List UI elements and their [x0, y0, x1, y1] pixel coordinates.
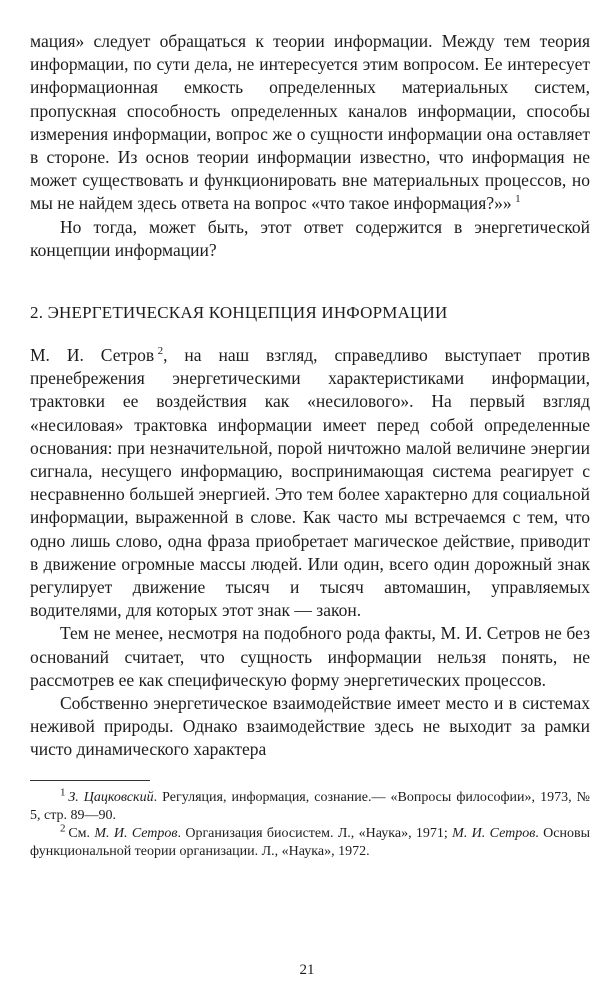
footnote-text: . Основы функциональной теории организации. Л., «Наука», 1972.	[30, 825, 590, 859]
page-body	[30, 30, 590, 861]
footnote-author: М. И. Сетров	[94, 825, 178, 841]
page-number: 21	[299, 962, 315, 978]
footnote-1	[30, 786, 590, 825]
footnote-number: 1	[60, 786, 66, 799]
paragraph-text: мация» следует обращаться к теории информации. Между тем теория информации, по сути дела, не интересуется этим вопросом. Ее интересует информационная емкость определенных материальных систем, пропускная способность определенных каналов информации, способы измерения информации, вопрос же о сущности информации она оставляет в стороне. Из основ теории информации известно, что информация не может существовать и функционировать вне материальных процессов, но мы не найдем здесь ответа на вопрос «что такое информация?»»	[30, 31, 590, 214]
paragraph-setrov	[30, 344, 590, 622]
paragraph-text: , на наш взгляд, справедливо выступает против пренебрежения энергетическими характеристиками информации, трактовки ее воздействия как «несилового». На первый взгляд «несиловая» трактовка информации имеет перед собой определенные основания: при незначительной, порой ничтожно малой величине энергии сигнала, несущего информацию, воспринимающая система реагирует с несравненно большей энергией. Это тем более характерно для социальной информации, выраженной в слове. Как часто мы встречаемся с тем, что одно лишь слово, одна фраза приобретает магическое действие, приводит в движение огромные массы людей. Или один, всего один дорожный знак регулирует движение тысяч и тысяч автомашин, управляемых водителями, для которых этот знак — закон.	[30, 345, 590, 621]
paragraph-text: Собственно энергетическое взаимодействие имеет место и в системах неживой природы. Однако взаимодействие здесь не выходит за рамки чисто динамического характера	[30, 693, 590, 760]
footnote-text: . Организация биосистем. Л., «Наука», 1971;	[177, 825, 453, 841]
footnote-prefix: См.	[68, 825, 95, 841]
paragraph-text: Тем не менее, несмотря на подобного рода факты, М. И. Сетров не без оснований считает, что сущность информации нельзя понять, не рассмотрев ее как специфическую форму энергетических процессов.	[30, 623, 590, 690]
paragraph-text: Но тогда, может быть, этот ответ содержится в энергетической концепции информации?	[30, 216, 590, 260]
footnote-2	[30, 822, 590, 861]
footnote-text: . Регуляция, информация, сознание.— «Вопросы философии», 1973, № 5, стр. 89—90.	[30, 789, 590, 823]
footnote-author: М. И. Сетров	[452, 825, 536, 841]
section-heading: 2. ЭНЕРГЕТИЧЕСКАЯ КОНЦЕПЦИЯ ИНФОРМАЦИИ	[30, 303, 448, 323]
footnote-divider	[30, 780, 150, 781]
footnote-number: 2	[60, 822, 66, 835]
paragraph-question	[30, 216, 590, 262]
footnotes	[30, 786, 590, 861]
author-name: М. И. Сетров	[30, 345, 155, 366]
paragraph-nevertheless	[30, 622, 590, 692]
footnote-ref-1: 1	[515, 193, 521, 206]
footnote-ref-2: 2	[157, 345, 164, 358]
paragraph-continuation	[30, 30, 590, 216]
paragraph-energy-interaction	[30, 692, 590, 762]
footnote-author: З. Цацковский	[68, 789, 154, 805]
